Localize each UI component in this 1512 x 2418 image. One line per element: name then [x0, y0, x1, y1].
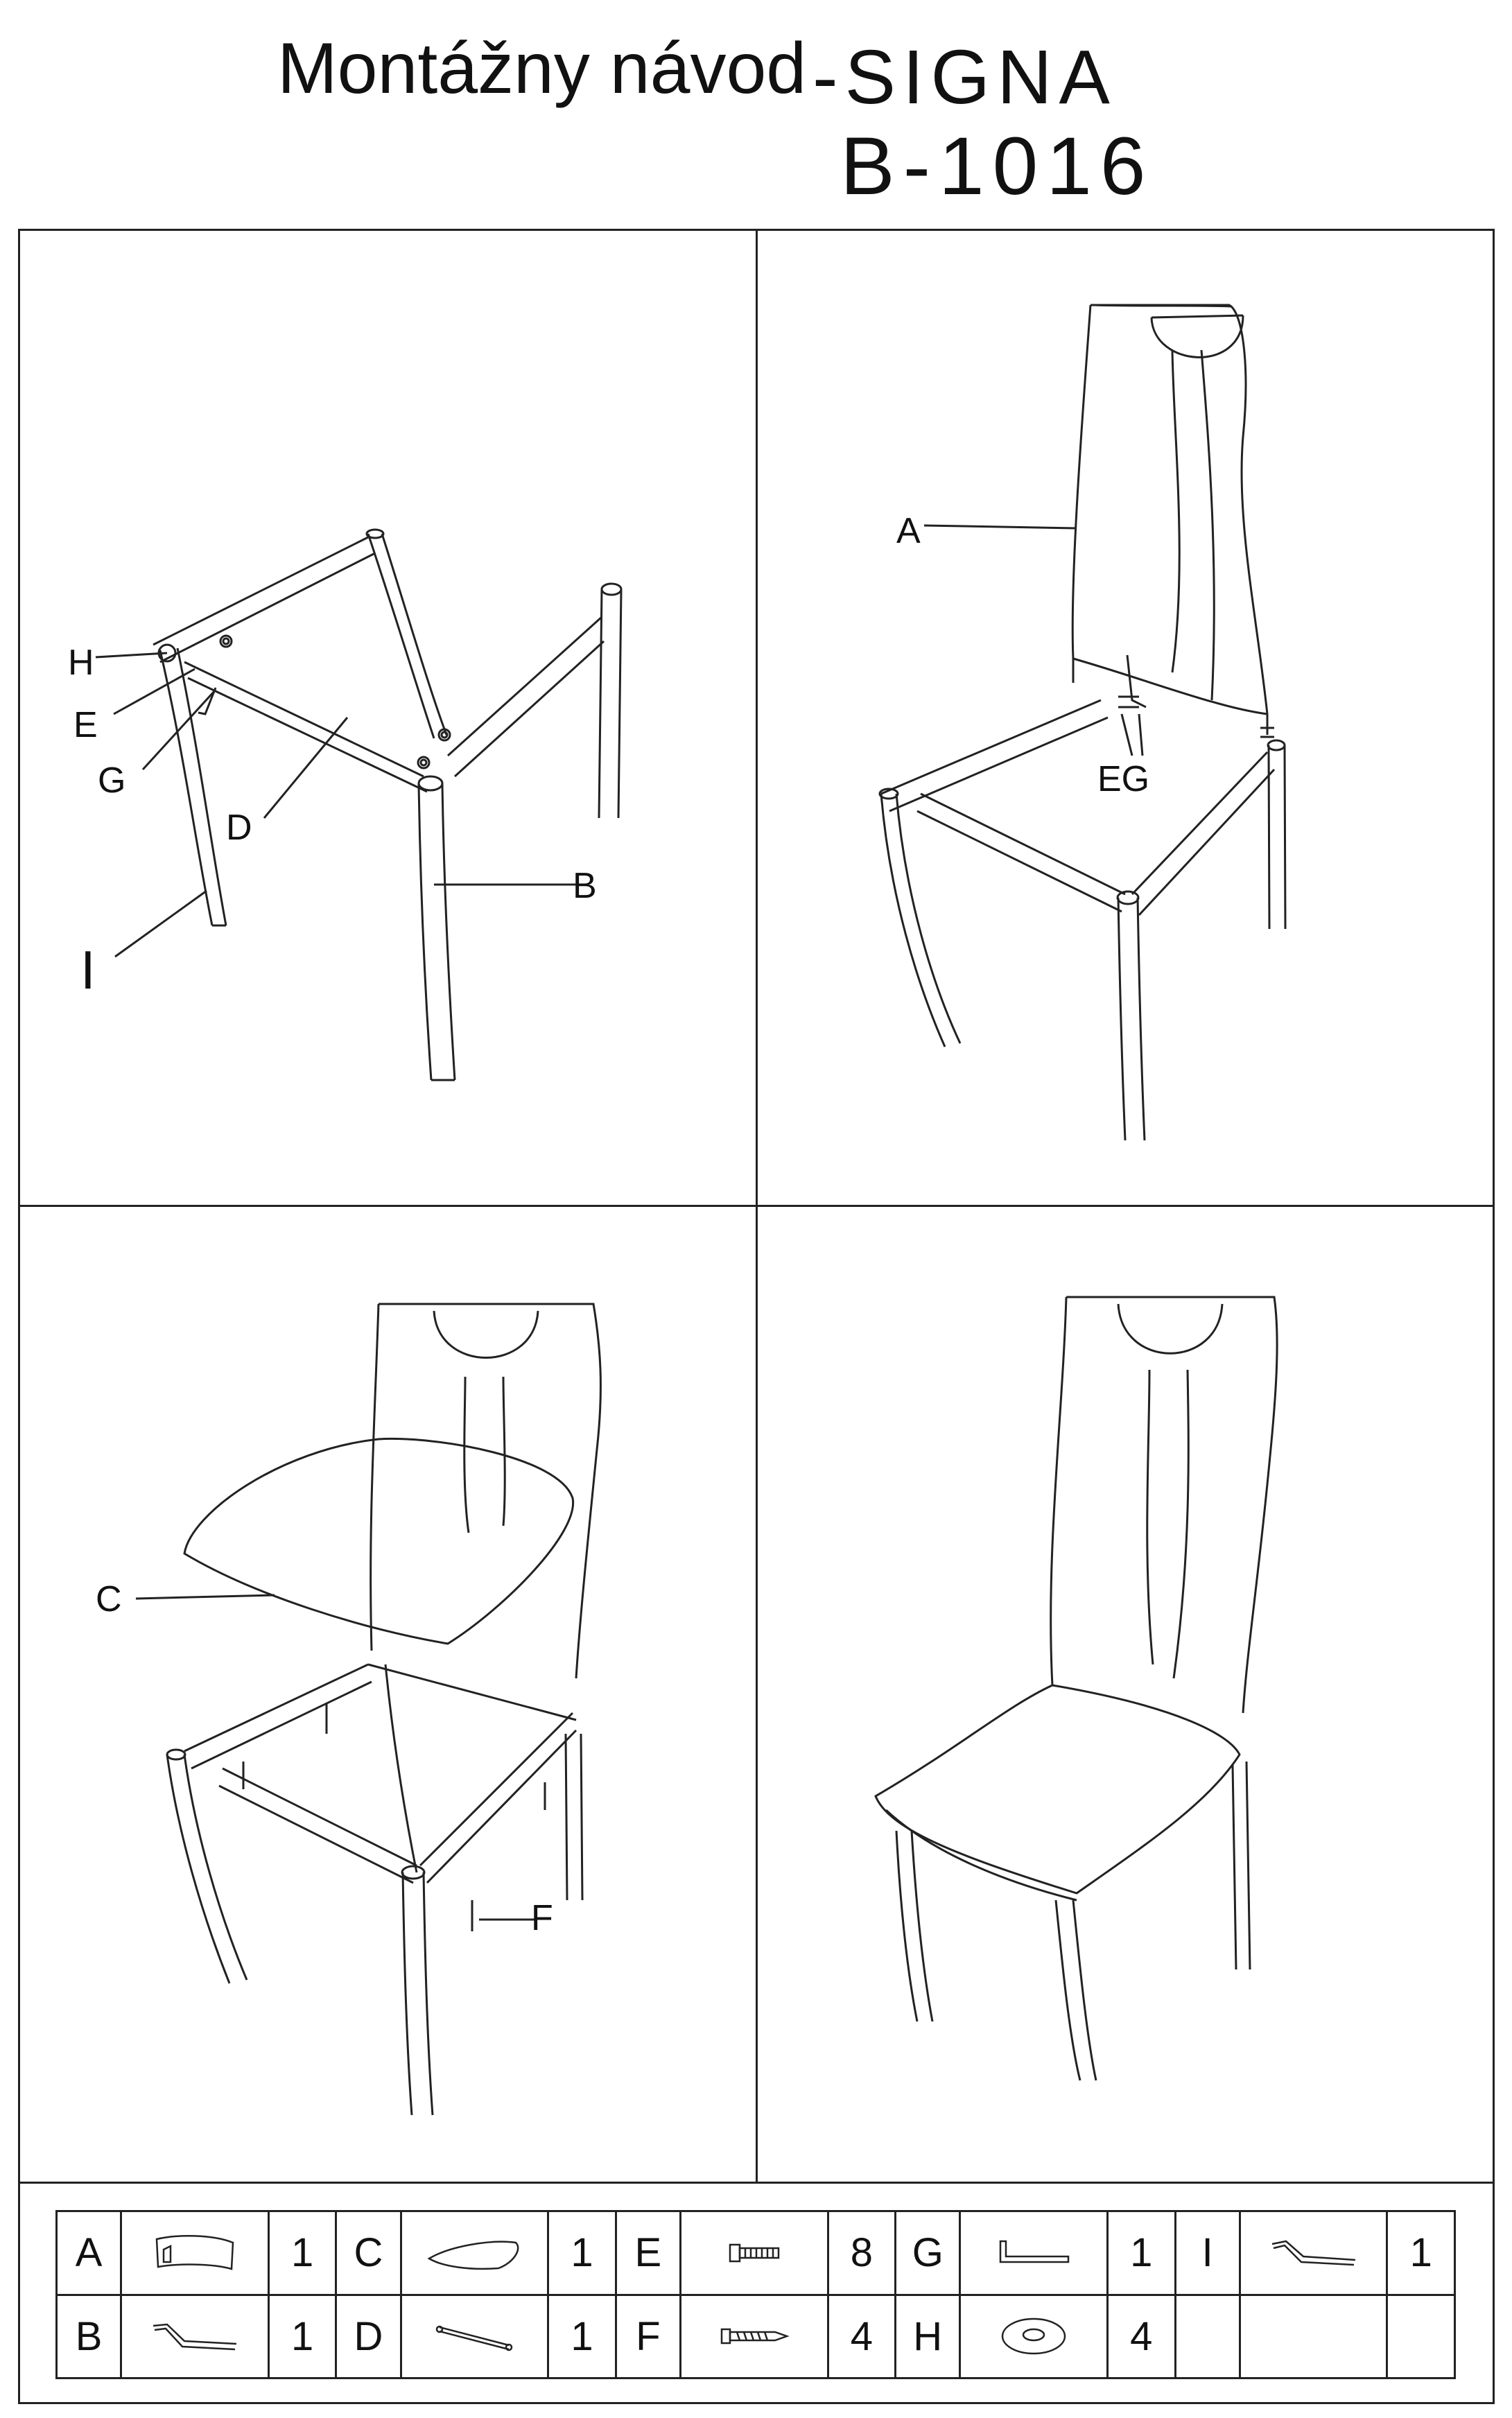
rear-leg-icon: [121, 2295, 269, 2378]
part-letter: B: [57, 2295, 121, 2378]
screw-icon: [681, 2295, 828, 2378]
part-letter: I: [1175, 2211, 1240, 2295]
washer-icon: [960, 2295, 1108, 2378]
step-1-frame-illustration: [18, 229, 756, 1205]
product-name: -SIGNA: [813, 35, 1117, 120]
parts-list-table: [55, 2210, 1456, 2379]
step-3-seat-illustration: [18, 1207, 756, 2184]
manual-title: Montážny návod: [277, 28, 807, 109]
seat-icon: [401, 2211, 548, 2295]
empty-cell: [1240, 2295, 1387, 2378]
label-h: H: [68, 643, 94, 683]
front-leg-icon: [1240, 2211, 1387, 2295]
parts-row: [57, 2295, 1455, 2378]
empty-cell: [1175, 2295, 1240, 2378]
part-quantity: 1: [1387, 2211, 1455, 2295]
part-letter: F: [616, 2295, 680, 2378]
part-quantity: 1: [548, 2211, 616, 2295]
step-4-panel: [758, 1207, 1495, 2184]
step-2-panel: [758, 229, 1495, 1205]
part-letter: C: [336, 2211, 401, 2295]
label-g: G: [98, 760, 126, 801]
part-quantity: 1: [268, 2295, 336, 2378]
step-1-panel: [18, 229, 756, 1205]
part-letter: G: [896, 2211, 960, 2295]
step-4-finished-chair-illustration: [758, 1207, 1495, 2184]
part-letter: H: [896, 2295, 960, 2378]
label-c: C: [96, 1579, 122, 1619]
crossbar-icon: [401, 2295, 548, 2378]
part-quantity: 8: [828, 2211, 895, 2295]
label-d: D: [226, 808, 252, 848]
part-quantity: 1: [548, 2295, 616, 2378]
part-quantity: 1: [268, 2211, 336, 2295]
step-2-backrest-illustration: [758, 229, 1495, 1205]
label-i: I: [80, 939, 96, 1000]
empty-cell: [1387, 2295, 1455, 2378]
backrest-icon: [121, 2211, 269, 2295]
model-number: B-1016: [840, 121, 1154, 212]
step-3-panel: [18, 1207, 756, 2184]
part-quantity: 1: [1108, 2211, 1175, 2295]
label-b: B: [573, 866, 597, 906]
parts-row: [57, 2211, 1455, 2295]
label-a: A: [896, 511, 921, 551]
part-letter: A: [57, 2211, 121, 2295]
label-eg: EG: [1097, 759, 1150, 799]
label-f: F: [531, 1898, 553, 1938]
part-letter: D: [336, 2295, 401, 2378]
label-e: E: [73, 705, 98, 745]
part-letter: E: [616, 2211, 680, 2295]
allen-key-icon: [960, 2211, 1108, 2295]
bolt-icon: [681, 2211, 828, 2295]
part-quantity: 4: [1108, 2295, 1175, 2378]
part-quantity: 4: [828, 2295, 895, 2378]
